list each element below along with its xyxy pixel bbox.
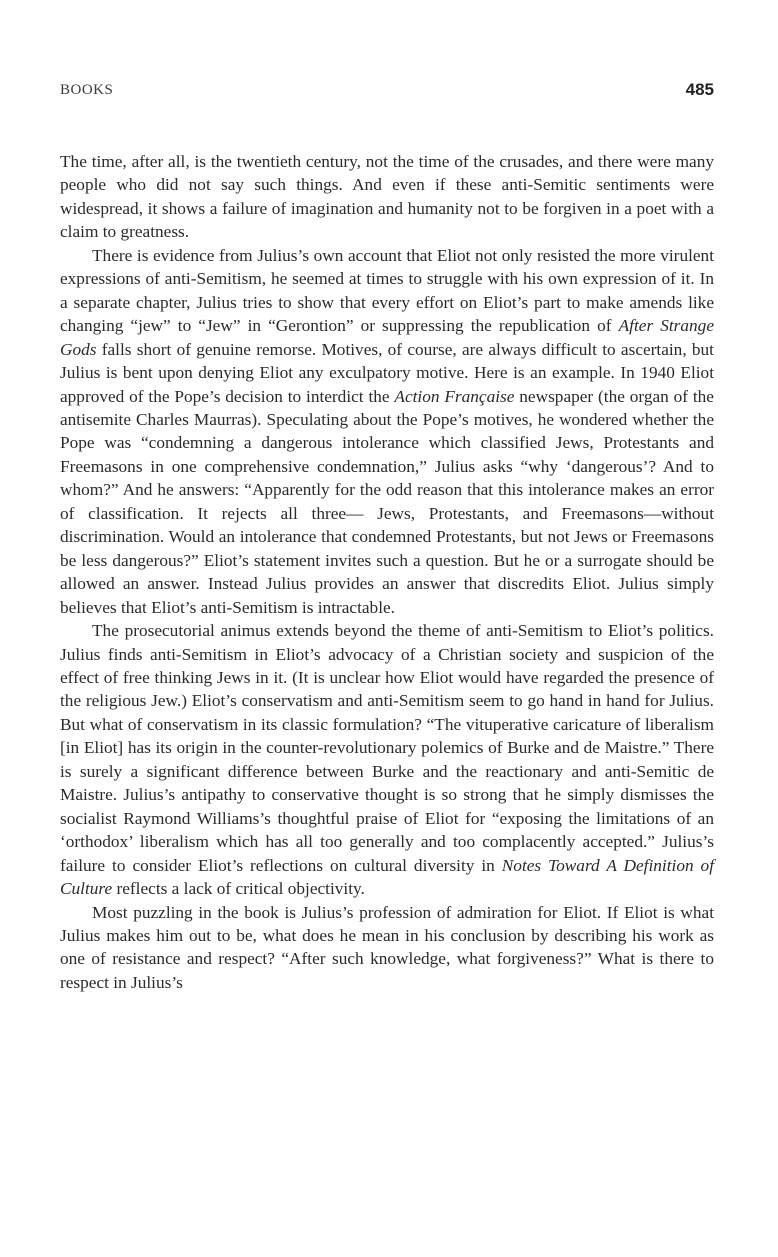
book-title: After Strange Gods: [60, 316, 714, 359]
page-header: [60, 82, 714, 106]
text-run: The prosecutorial animus extends beyond the theme of anti-Semitism to Eliot’s politics. Julius finds anti-Semitism in Eliot’s advocacy of a Christian society and suspicion of the effect of free thinking Jews in it. (It is unclear how Eliot would have regarded the presence of the religious Jew.) Eliot’s conservatism and anti-Semitism seem to go hand in hand for Julius. But what of conservatism in its classic formulation? “The vituperative caricature of liberalism [in Eliot] has its origin in the counter-revolutionary polemics of Burke and de Maistre.” There is surely a significant difference between Burke and the reactionary and anti-Semitic de Maistre. Julius’s antipathy to conservative thought is so strong that he simply dismisses the socialist Raymond Williams’s thoughtful praise of Eliot for “exposing the limitations of an ‘orthodox’ liberalism which has all too generally and too complacently accepted.” Julius’s failure to consider Eliot’s reflections on cultural diversity in: [60, 621, 714, 875]
text-run: Most puzzling in the book is Julius’s profession of admiration for Eliot. If Eliot is what Julius makes him out to be, what does he mean in his conclusion by describing his work as one of resistance and respect? “After such knowledge, what forgiveness?” What is there to respect in Julius’s: [60, 902, 714, 992]
paragraph: [60, 619, 714, 900]
text-run: newspaper (the organ of the antisemite Charles Maurras). Speculating about the Pope’s motives, he wondered whether the Pope was “condemning a dangerous intolerance which classified Jews, Protestants and Freemasons in one comprehensive condemnation,” Julius asks “why ‘dangerous’? And to whom?” And he answers: “Apparently for the odd reason that this intolerance makes an error of classification. It rejects all three— Jews, Protestants, and Freemasons—without discrimination. Would an intolerance that condemned Protestants, but not Jews or Freemasons be less dangerous?” Eliot’s statement invites such a question. But he or a surrogate should be allowed an answer. Instead Julius provides an answer that discredits Eliot. Julius simply believes that Eliot’s anti-Semitism is intractable.: [60, 386, 714, 617]
newspaper-title: Action Française: [394, 386, 515, 406]
text-run: reflects a lack of critical objectivity.: [112, 879, 365, 899]
text-run: There is evidence from Julius’s own account that Eliot not only resisted the more virulent expressions of anti-Semitism, he seemed at times to struggle with his own expression of it. In a separate chapter, Julius tries to show that every effort on Eliot’s part to make amends like changing “jew” to “Jew” in “Gerontion” or suppressing the republication of: [60, 245, 714, 336]
running-head: BOOKS: [60, 82, 114, 98]
paragraph: [60, 901, 714, 995]
paragraph: [60, 150, 714, 244]
text-run: falls short of genuine remorse. Motives, of course, are always difficult to ascertain, but Julius is bent upon denying Eliot any exculpatory motive. Here is an example. In 1940 Eliot approved of the Pope’s decision to interdict the: [60, 339, 714, 406]
body-text: [60, 150, 714, 994]
page-number: 485: [685, 80, 714, 99]
book-title: Notes Toward A Definition of Culture: [60, 855, 715, 899]
paragraph: [60, 244, 714, 619]
text-run: The time, after all, is the twentieth century, not the time of the crusades, and there were many people who did not say such things. And even if these anti-Semitic sentiments were widespread, it shows a failure of imagination and humanity not to be forgiven in a poet with a claim to greatness.: [60, 152, 714, 242]
